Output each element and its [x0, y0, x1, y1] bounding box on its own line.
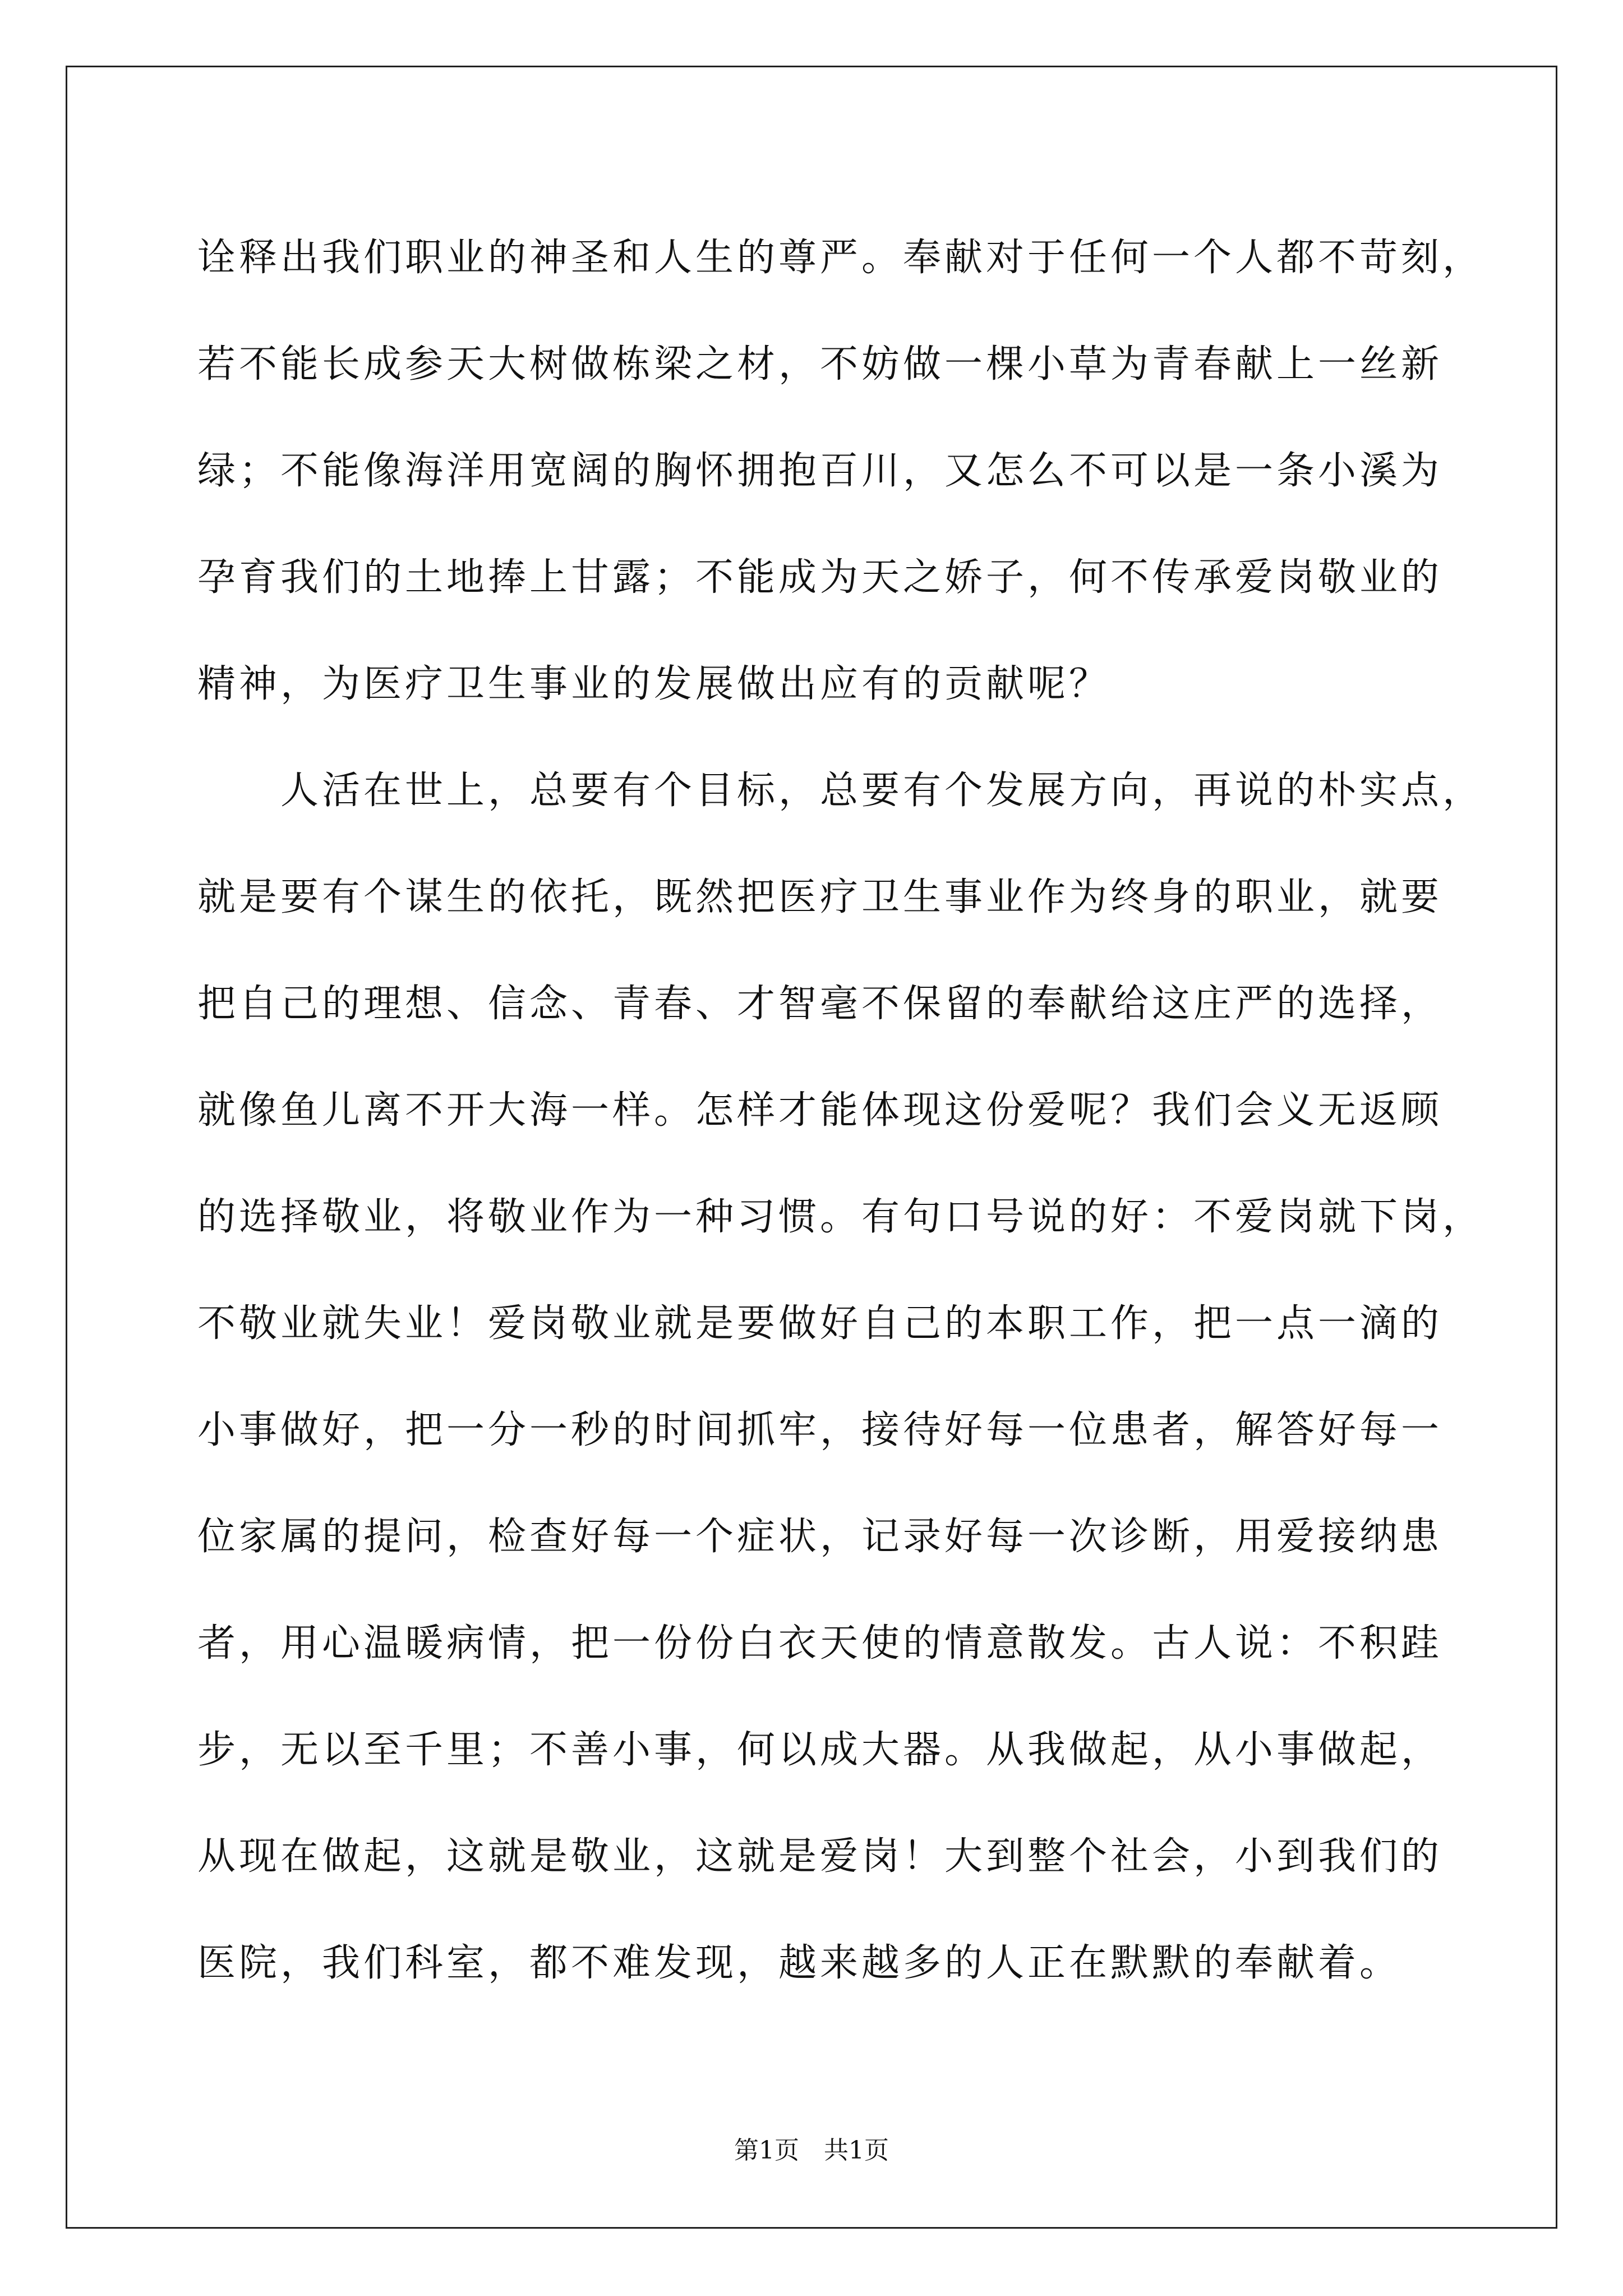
page-total: 共1页	[824, 2136, 889, 2165]
text-line: 精神，为医疗卫生事业的发展做出应有的贡献呢？	[197, 662, 1111, 706]
text-line: 就像鱼儿离不开大海一样。怎样才能体现这份爱呢？我们会义无返顾	[197, 1088, 1443, 1133]
text-line: 不敬业就失业！爱岗敬业就是要做好自己的本职工作，把一点一滴的	[197, 1301, 1443, 1346]
text-line: 就是要有个谋生的依托，既然把医疗卫生事业作为终身的职业，就要	[197, 875, 1443, 919]
text-line: 医院，我们科室，都不难发现，越来越多的人正在默默的奉献着。	[197, 1941, 1401, 1985]
page-footer	[0, 2134, 1623, 2168]
text-line: 把自己的理想、信念、青春、才智毫不保留的奉献给这庄严的选择，	[197, 982, 1443, 1026]
text-line: 小事做好，把一分一秒的时间抓牢，接待好每一位患者，解答好每一	[197, 1408, 1443, 1452]
text-line: 绿；不能像海洋用宽阔的胸怀拥抱百川，又怎么不可以是一条小溪为	[197, 449, 1443, 493]
text-line: 者，用心温暖病情，把一份份白衣天使的情意散发。古人说：不积跬	[197, 1621, 1443, 1665]
document-body	[197, 205, 1484, 2017]
text-line: 若不能长成参天大树做栋梁之材，不妨做一棵小草为青春献上一丝新	[197, 342, 1443, 386]
paragraph-start-line: 人活在世上，总要有个目标，总要有个发展方向，再说的朴实点，	[280, 769, 1484, 813]
text-line: 诠释出我们职业的神圣和人生的尊严。奉献对于任何一个人都不苛刻，	[197, 236, 1484, 280]
text-line: 步，无以至千里；不善小事，何以成大器。从我做起，从小事做起，	[197, 1728, 1443, 1772]
text-line: 孕育我们的土地捧上甘露；不能成为天之娇子，何不传承爱岗敬业的	[197, 555, 1443, 600]
text-line: 位家属的提问，检查好每一个症状，记录好每一次诊断，用爱接纳患	[197, 1515, 1443, 1559]
text-line: 从现在做起，这就是敬业，这就是爱岗！大到整个社会，小到我们的	[197, 1834, 1443, 1879]
page-number: 第1页	[734, 2136, 799, 2165]
text-line: 的选择敬业，将敬业作为一种习惯。有句口号说的好：不爱岗就下岗，	[197, 1195, 1484, 1239]
